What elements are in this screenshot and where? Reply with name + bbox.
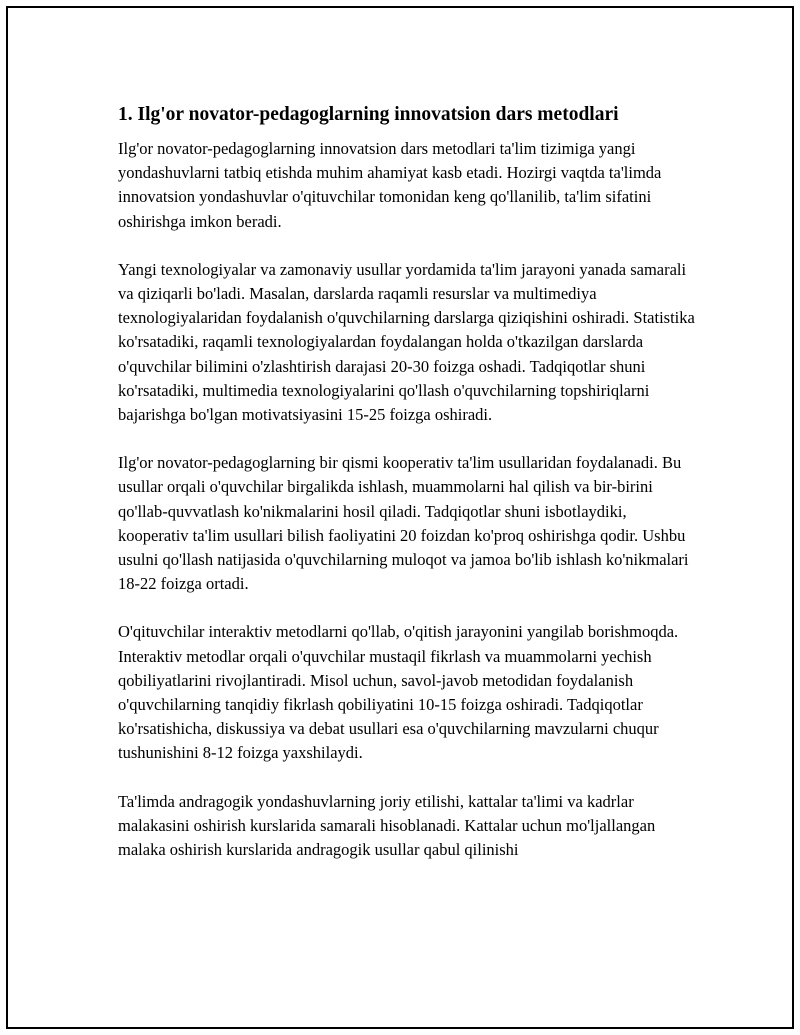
document-page xyxy=(6,6,794,1029)
paragraph: Ta'limda andragogik yondashuvlarning joriy etilishi, kattalar ta'limi va kadrlar malakasini oshirish kurslarida samarali hisoblanadi. Kattalar uchun mo'ljallangan malaka oshirish kurslarida andragogik usullar qabul qilinishi xyxy=(118,791,656,860)
paragraph: Yangi texnologiyalar va zamonaviy usullar yordamida ta'lim jarayoni yanada samarali va qiziqarli bo'ladi. Masalan, darslarda raqamli resurslar va multimediya texnologiyalaridan foydalanish o'quvchilarning darslarga qiziqishini oshiradi. Statistika ko'rsatadiki, raqamli texnologiyalardan foydalangan holda o'tkazilgan darslarda o'quvchilar bilimini o'zlashtirish darajasi 20-30 foizga oshadi. Tadqiqotlar shuni ko'rsatadiki, multimedia texnologiyalarini qo'llash o'quvchilarning topshiriqlarni bajarishga bo'lgan motivatsiyasini 15-25 foizga oshiradi. xyxy=(118,259,695,425)
section-heading: 1. Ilg'or novator-pedagoglarning innovatsion dars metodlari xyxy=(118,104,619,125)
paragraph: Ilg'or novator-pedagoglarning innovatsion dars metodlari ta'lim tizimiga yangi yondashuvlarni tatbiq etishda muhim ahamiyat kasb etadi. Hozirgi vaqtda ta'limda innovatsion yondashuvlar o'qituvchilar tomonidan keng qo'llanilib, ta'lim sifatini oshirishga imkon beradi. xyxy=(118,139,662,231)
paragraph: O'qituvchilar interaktiv metodlarni qo'llab, o'qitish jarayonini yangilab borishmoqda. Interaktiv metodlar orqali o'quvchilar mustaqil fikrlash va muammolarni yechish qobiliyatlarini rivojlantiradi. Misol uchun, savol-javob metodidan foydalanish o'quvchilarning tanqidiy fikrlash qobiliyatini 10-15 foizga oshiradi. Tadqiqotlar ko'rsatishicha, diskussiya va debat usullari esa o'quvchilarning mavzularni chuqur tushunishini 8-12 foizga yaxshilaydi. xyxy=(118,622,679,763)
document-content xyxy=(118,102,698,886)
paragraph: Ilg'or novator-pedagoglarning bir qismi kooperativ ta'lim usullaridan foydalanadi. Bu usullar orqali o'quvchilar birgalikda ishlash, muammolarni hal qilish va bir-birini qo'llab-quvvatlash ko'nikmalarini hosil qiladi. Tadqiqotlar shuni isbotlaydiki, kooperativ ta'lim usullari bilish faoliyatini 20 foizdan ko'proq oshirishga qodir. Ushbu usulni qo'llash natijasida o'quvchilarning muloqot va jamoa bo'lib ishlash ko'nikmalari 18-22 foizga ortadi. xyxy=(118,453,689,594)
